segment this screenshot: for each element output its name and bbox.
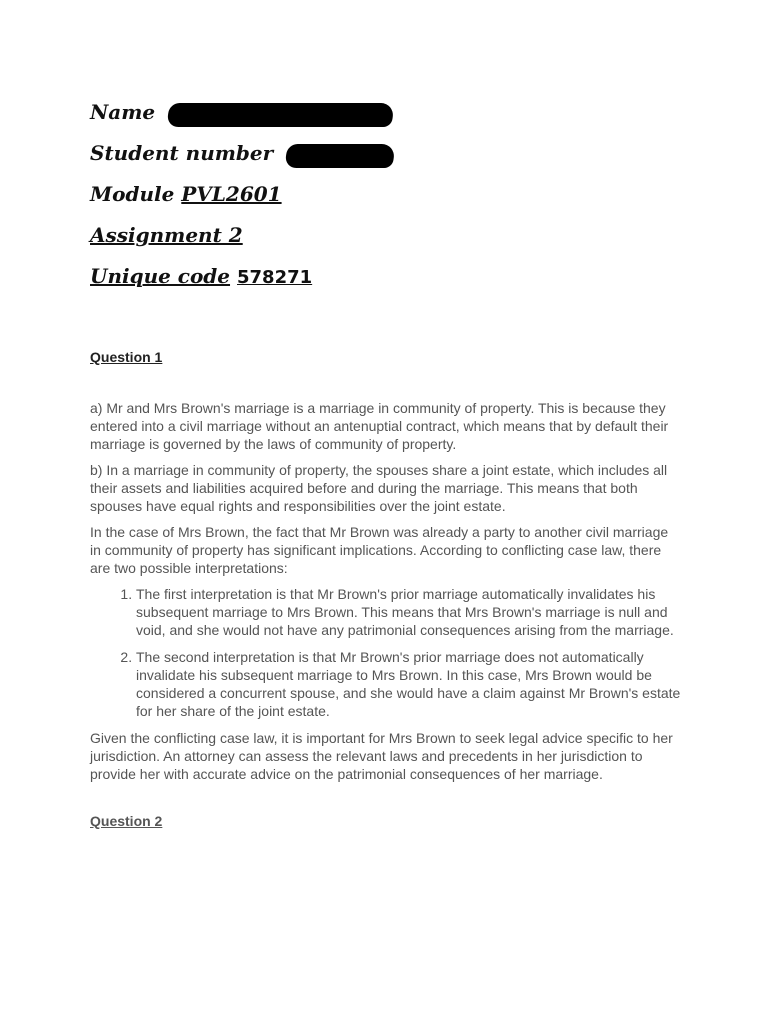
student-number-redaction [286, 140, 394, 170]
name-redaction [168, 99, 393, 129]
module-value: PVL2601 [181, 182, 282, 206]
interpretation-item: 2. The second interpretation is that Mr Brown's prior marriage does not automatically invalidate his subsequent marriage to Mrs Brown. In this case, Mrs Brown would be considered a concurrent spouse, and she would have a claim against Mr Brown's estate for her share of the joint estate. [136, 648, 682, 720]
student-number-label: Student number [90, 141, 274, 165]
name-line [90, 92, 682, 133]
student-number-line [90, 133, 682, 174]
answer-1b-paragraph: b) In a marriage in community of property, the spouses share a joint estate, which includes all their assets and liabilities acquired before and during the marriage. This means that both spouses have equal rights and responsibilities over the joint estate. [90, 462, 668, 514]
student-info-header [90, 92, 682, 297]
name-label: Name [90, 100, 156, 124]
assignment-label: Assignment 2 [90, 223, 243, 247]
question-1-heading: Question 1 [90, 349, 163, 365]
unique-code-value: 578271 [237, 267, 313, 288]
interpretations-list [90, 585, 682, 720]
interpretation-item: 1. The first interpretation is that Mr Brown's prior marriage automatically invalidates his subsequent marriage to Mrs Brown. This means that Mrs Brown's marriage is null and void, and she would not have any patrimonial consequences arising from the marriage. [136, 585, 682, 639]
assignment-line [90, 215, 682, 256]
module-line [90, 174, 682, 215]
question-2-heading: Question 2 [90, 813, 163, 829]
case-context-paragraph: In the case of Mrs Brown, the fact that Mr Brown was already a party to another civil marriage in community of property has significant implications. According to conflicting case law, there are two possible interpretations: [90, 524, 669, 576]
unique-code-line [90, 256, 682, 297]
conclusion-paragraph: Given the conflicting case law, it is important for Mrs Brown to seek legal advice specific to her jurisdiction. An attorney can assess the relevant laws and precedents in her jurisdiction to provide her with accurate advice on the patrimonial consequences of her marriage. [90, 730, 673, 782]
answer-1a-paragraph: a) Mr and Mrs Brown's marriage is a marriage in community of property. This is because they entered into a civil marriage without an antenuptial contract, which means that by default their marriage is governed by the laws of community of property. [90, 400, 669, 452]
unique-code-label: Unique code [90, 264, 231, 288]
module-label: Module [90, 182, 175, 206]
